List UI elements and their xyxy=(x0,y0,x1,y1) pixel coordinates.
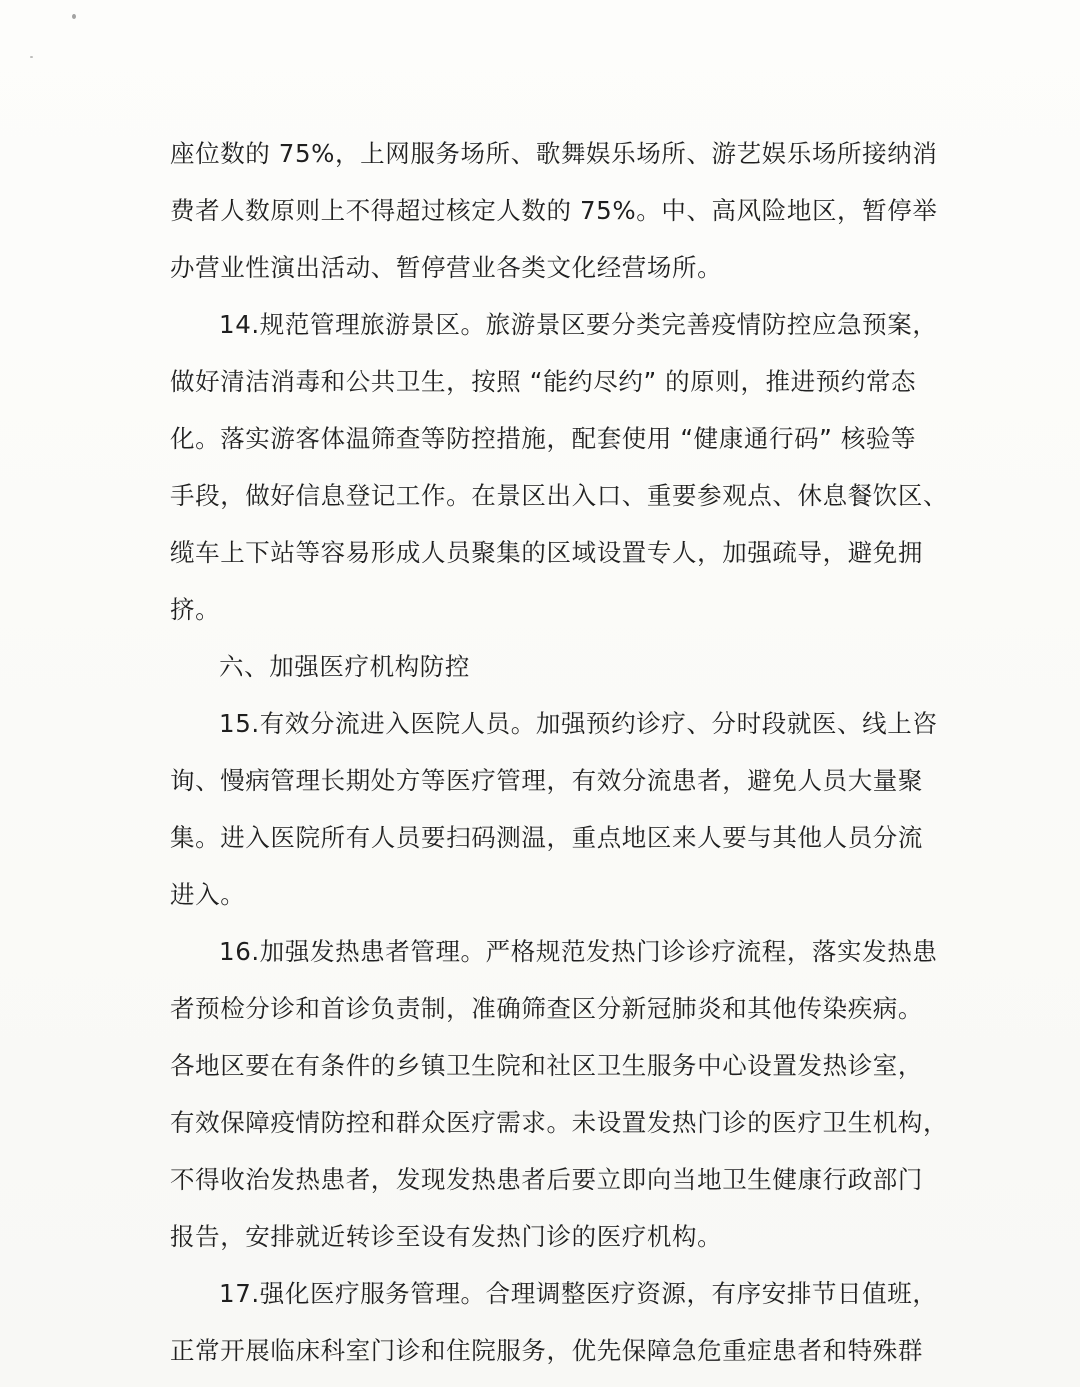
text-line: 化。落实游客体温筛查等防控措施，配套使用 “健康通行码” 核验等 xyxy=(170,424,917,453)
text-line: 做好清洁消毒和公共卫生，按照 “能约尽约” 的原则，推进预约常态 xyxy=(170,367,917,396)
text-line: 报告，安排就近转诊至设有发热门诊的医疗机构。 xyxy=(170,1222,723,1251)
text-line: 询、慢病管理长期处方等医疗管理，有效分流患者，避免人员大量聚 xyxy=(170,766,923,795)
text-line: 14.规范管理旅游景区。旅游景区要分类完善疫情防控应急预案， xyxy=(219,310,938,339)
text-line: 费者人数原则上不得超过核定人数的 75%。中、高风险地区，暂停举 xyxy=(170,196,938,225)
text-line: 座位数的 75%，上网服务场所、歌舞娱乐场所、游艺娱乐场所接纳消 xyxy=(170,139,938,168)
text-line: 有效保障疫情防控和群众医疗需求。未设置发热门诊的医疗卫生机构， xyxy=(170,1108,949,1137)
text-line: 挤。 xyxy=(170,595,221,624)
text-line: 办营业性演出活动、暂停营业各类文化经营场所。 xyxy=(170,253,723,282)
scan-speck xyxy=(30,56,33,58)
text-line: 17.强化医疗服务管理。合理调整医疗资源，有序安排节日值班， xyxy=(219,1279,938,1308)
text-line: 集。进入医院所有人员要扫码测温，重点地区来人要与其他人员分流 xyxy=(170,823,923,852)
section-heading: 六、加强医疗机构防控 xyxy=(219,652,470,681)
scan-speck xyxy=(72,14,76,19)
text-line: 15.有效分流进入医院人员。加强预约诊疗、分时段就医、线上咨 xyxy=(219,709,938,738)
text-line: 者预检分诊和首诊负责制，准确筛查区分新冠肺炎和其他传染疾病。 xyxy=(170,994,923,1023)
text-line: 正常开展临床科室门诊和住院服务，优先保障急危重症患者和特殊群 xyxy=(170,1336,923,1365)
text-line: 手段，做好信息登记工作。在景区出入口、重要参观点、休息餐饮区、 xyxy=(170,481,949,510)
text-line: 进入。 xyxy=(170,880,246,909)
text-line: 缆车上下站等容易形成人员聚集的区域设置专人，加强疏导，避免拥 xyxy=(170,538,923,567)
text-line: 各地区要在有条件的乡镇卫生院和社区卫生服务中心设置发热诊室， xyxy=(170,1051,923,1080)
text-line: 不得收治发热患者，发现发热患者后要立即向当地卫生健康行政部门 xyxy=(170,1165,923,1194)
text-line: 16.加强发热患者管理。严格规范发热门诊诊疗流程，落实发热患 xyxy=(219,937,938,966)
